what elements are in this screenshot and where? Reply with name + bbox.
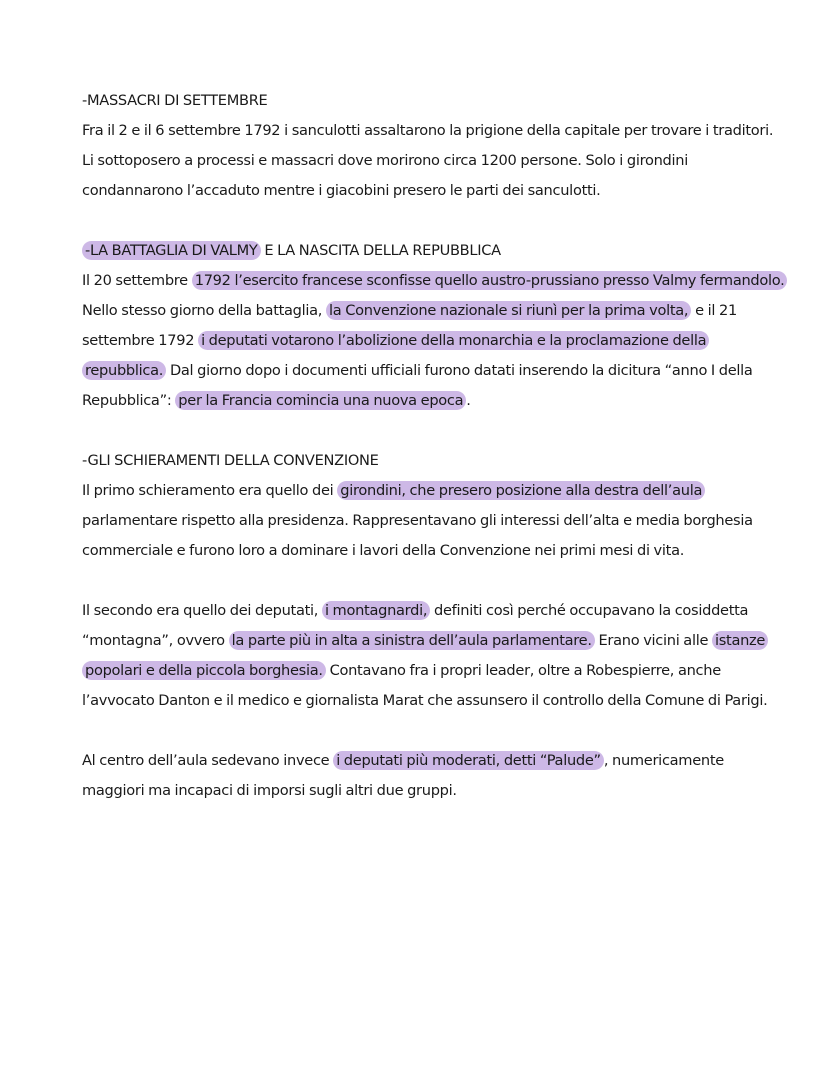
text-run: .	[466, 392, 471, 409]
text-run: -GLI SCHIERAMENTI DELLA CONVENZIONE	[82, 452, 379, 469]
section-valmy	[82, 236, 788, 416]
section-paragraph	[82, 476, 788, 566]
highlighted-text: istanze popolari e della piccola borghesia.	[82, 631, 768, 680]
paragraph-gap	[82, 716, 788, 746]
section-paragraph	[82, 596, 788, 716]
paragraph-gap	[82, 416, 788, 446]
section-massacri	[82, 86, 788, 206]
highlighted-text: i montagnardi,	[322, 601, 430, 620]
highlighted-text: i deputati più moderati, detti “Palude”	[333, 751, 604, 770]
section-heading	[82, 86, 788, 116]
section-paragraph	[82, 746, 788, 806]
highlighted-text: 1792 l’esercito francese sconfisse quello austro-prussiano presso Valmy fermandolo.	[192, 271, 788, 290]
text-run: Contavano fra i propri leader, oltre a Robespierre, anche l’avvocato Danton e il medico e giornalista Marat che assunsero il controllo della Comune di Parigi.	[82, 662, 768, 709]
text-run: Il 20 settembre	[82, 272, 192, 289]
text-run: Nello stesso giorno della battaglia,	[82, 302, 326, 319]
text-run: e il 21 settembre 1792	[82, 302, 737, 349]
highlighted-text: girondini, che presero posizione alla destra dell’aula	[337, 481, 705, 500]
text-run: Il secondo era quello dei deputati,	[82, 602, 322, 619]
section-heading	[82, 236, 788, 266]
highlighted-text: i deputati votarono l’abolizione della monarchia e la proclamazione della repubblica.	[82, 331, 709, 380]
highlighted-text: -LA BATTAGLIA DI VALMY	[82, 241, 261, 260]
section-paragraph	[82, 266, 788, 416]
section-palude	[82, 746, 788, 806]
text-run: Dal giorno dopo i documenti ufficiali furono datati inserendo la dicitura “anno I della Repubblica”:	[82, 362, 753, 409]
paragraph-gap	[82, 566, 788, 596]
text-run: Al centro dell’aula sedevano invece	[82, 752, 334, 769]
section-heading	[82, 446, 788, 476]
highlighted-text: la Convenzione nazionale si riunì per la prima volta,	[326, 301, 691, 320]
text-run: , numericamente maggiori ma incapaci di imporsi sugli altri due gruppi.	[82, 752, 724, 799]
section-schieramenti	[82, 446, 788, 566]
section-paragraph	[82, 116, 788, 206]
text-run: Il primo schieramento era quello dei	[82, 482, 338, 499]
paragraph-gap	[82, 206, 788, 236]
text-run: Erano vicini alle	[594, 632, 712, 649]
highlighted-text: la parte più in alta a sinistra dell’aula parlamentare.	[229, 631, 595, 650]
text-run: definiti così perché occupavano la cosiddetta “montagna”, ovvero	[82, 602, 749, 649]
highlighted-text: per la Francia comincia una nuova epoca	[175, 391, 466, 410]
text-run: parlamentare rispetto alla presidenza. Rappresentavano gli interessi dell’alta e media borghesia commerciale e furono loro a dominare i lavori della Convenzione nei primi mesi di vita.	[82, 512, 753, 559]
section-montagnardi	[82, 596, 788, 716]
text-run: Fra il 2 e il 6 settembre 1792 i sanculotti assaltarono la prigione della capitale per trovare i traditori. Li sottoposero a processi e massacri dove morirono circa 1200 persone. Solo i girondini condannarono l’accaduto mentre i giacobini presero le parti dei sanculotti.	[82, 122, 774, 199]
text-run: -MASSACRI DI SETTEMBRE	[82, 92, 268, 109]
text-run: E LA NASCITA DELLA REPUBBLICA	[260, 242, 501, 259]
